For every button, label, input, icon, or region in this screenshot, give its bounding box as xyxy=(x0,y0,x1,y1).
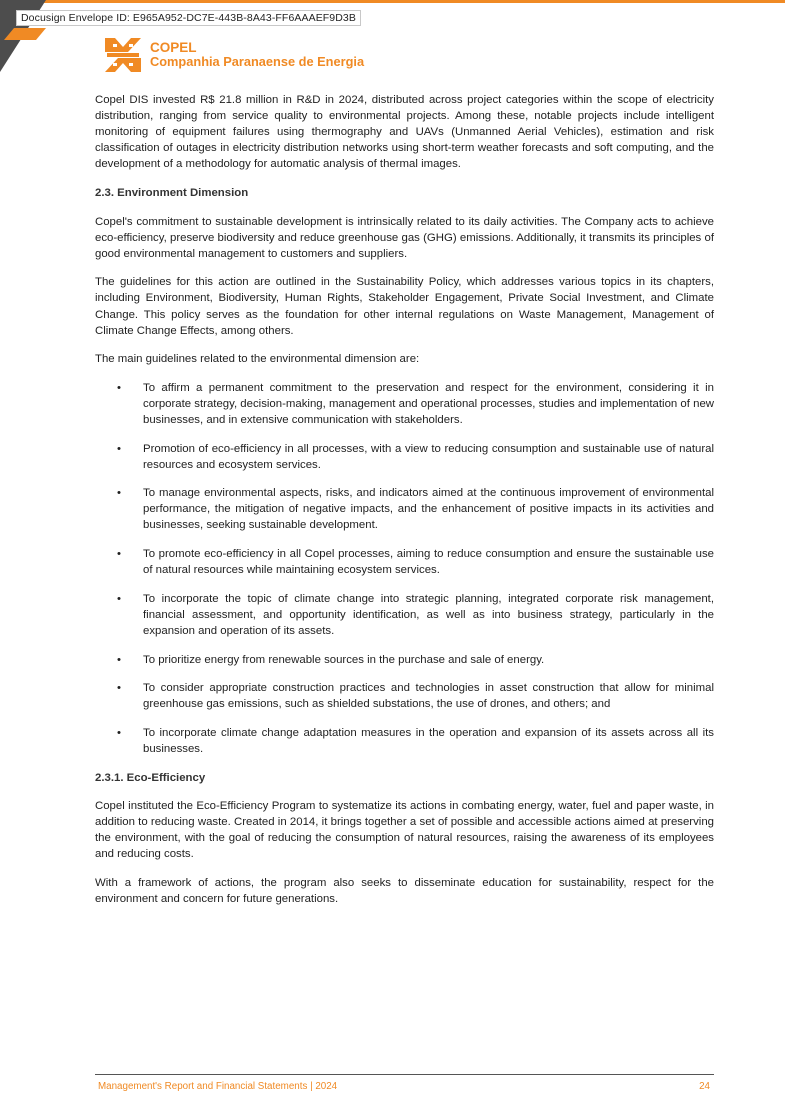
list-item xyxy=(95,591,714,639)
list-item xyxy=(95,546,714,578)
intro-paragraph: Copel DIS invested R$ 21.8 million in R&D in 2024, distributed across project categories within the scope of electricity distribution, ranging from service quality to environmental projects. Among these, notable projects include intelligent monitoring of equipment failures using thermography and UAVs (Unmanned Aerial Vehicles), estimation and risk classification of outages in electricity distribution networks using short-term weather forecasts and soft computing, and the development of a methodology for automatic analysis of thermal images. xyxy=(95,94,714,171)
page-content xyxy=(95,92,714,920)
footer-divider xyxy=(95,1074,714,1075)
list-item-text: To incorporate the topic of climate change into strategic planning, integrated corporate risk management, financial assessment, and opportunity identification, as well as into business strategy, particularly in the expansion and operation of its assets. xyxy=(143,592,714,637)
list-item-text: To prioritize energy from renewable sources in the purchase and sale of energy. xyxy=(143,653,545,666)
framework-paragraph: With a framework of actions, the program also seeks to disseminate education for sustainability, respect for the environment and concern for future generations. xyxy=(95,876,714,906)
list-item-text: To manage environmental aspects, risks, and indicators aimed at the continuous improvement of environmental performance, the mitigation of negative impacts, and the enhancement of positive impacts in its activities and businesses, seeking sustainable development. xyxy=(143,487,714,532)
list-item-text: To incorporate climate change adaptation measures in the operation and expansion of its assets across all its businesses. xyxy=(143,726,714,755)
bullet-icon: • xyxy=(117,548,121,561)
subsection-heading: 2.3.1. Eco-Efficiency xyxy=(95,771,206,784)
list-item-text: To consider appropriate construction practices and technologies in asset construction that allow for minimal greenhouse gas emissions, such as shielded substations, the use of drones, and others; and xyxy=(143,682,714,711)
copel-logo xyxy=(105,38,364,72)
list-item xyxy=(95,652,714,668)
page-number: 24 xyxy=(699,1081,710,1092)
bullet-icon: • xyxy=(117,653,121,666)
list-item xyxy=(95,441,714,473)
list-item xyxy=(95,680,714,712)
list-item xyxy=(95,485,714,533)
program-paragraph: Copel instituted the Eco-Efficiency Program to systematize its actions in combating energy, water, fuel and paper waste, in addition to reducing waste. Created in 2014, it brings together a set of possible and accessible actions aimed at preserving the environment, with the goal of reducing the consumption of natural resources, raising the awareness of its employees and reducing costs. xyxy=(95,800,714,861)
main-guidelines-paragraph: The main guidelines related to the environmental dimension are: xyxy=(95,353,420,366)
bullet-icon: • xyxy=(117,381,121,394)
top-accent-rule xyxy=(0,0,785,3)
logo-subtitle: Companhia Paranaense de Energia xyxy=(150,54,365,69)
list-item-text: To promote eco-efficiency in all Copel processes, aiming to reduce consumption and ensure the sustainable use of natural resources while maintaining ecosystem services. xyxy=(143,548,714,577)
docusign-envelope-id: Docusign Envelope ID: E965A952-DC7E-443B-8A43-FF6AAAEF9D3B xyxy=(16,10,361,26)
bullet-icon: • xyxy=(117,592,121,605)
guidelines-list xyxy=(95,380,714,757)
list-item xyxy=(95,380,714,428)
bullet-icon: • xyxy=(117,682,121,695)
bullet-icon: • xyxy=(117,726,121,739)
list-item xyxy=(95,725,714,757)
bullet-icon: • xyxy=(117,487,121,500)
commitment-paragraph: Copel's commitment to sustainable development is intrinsically related to its daily activities. The Company acts to achieve eco-efficiency, preserve biodiversity and reduce greenhouse gas (GHG) emissions. Additionally, it transmits its principles of good environmental management to customers and suppliers. xyxy=(95,215,714,260)
list-item-text: To affirm a permanent commitment to the preservation and respect for the environment, considering it in corporate strategy, decision-making, management and operational processes, studies and implementation of new businesses, and in extensive communication with stakeholders. xyxy=(143,381,714,426)
footer-title: Management's Report and Financial Statements | 2024 xyxy=(98,1081,338,1092)
list-item-text: Promotion of eco-efficiency in all processes, with a view to reducing consumption and sustainable use of natural resources and ecosystem services. xyxy=(143,442,714,471)
guidelines-paragraph: The guidelines for this action are outlined in the Sustainability Policy, which addresses various topics in its chapters, including Environment, Biodiversity, Human Rights, Stakeholder Engagement, Private Social Investment, and Climate Change. This policy serves as the foundation for other internal regulations on Waste Management, Management of Climate Change Effects, among others. xyxy=(95,276,714,337)
section-heading: 2.3. Environment Dimension xyxy=(95,186,249,199)
copel-logo-icon xyxy=(105,38,141,72)
logo-name: COPEL xyxy=(150,40,197,55)
bullet-icon: • xyxy=(117,442,121,455)
